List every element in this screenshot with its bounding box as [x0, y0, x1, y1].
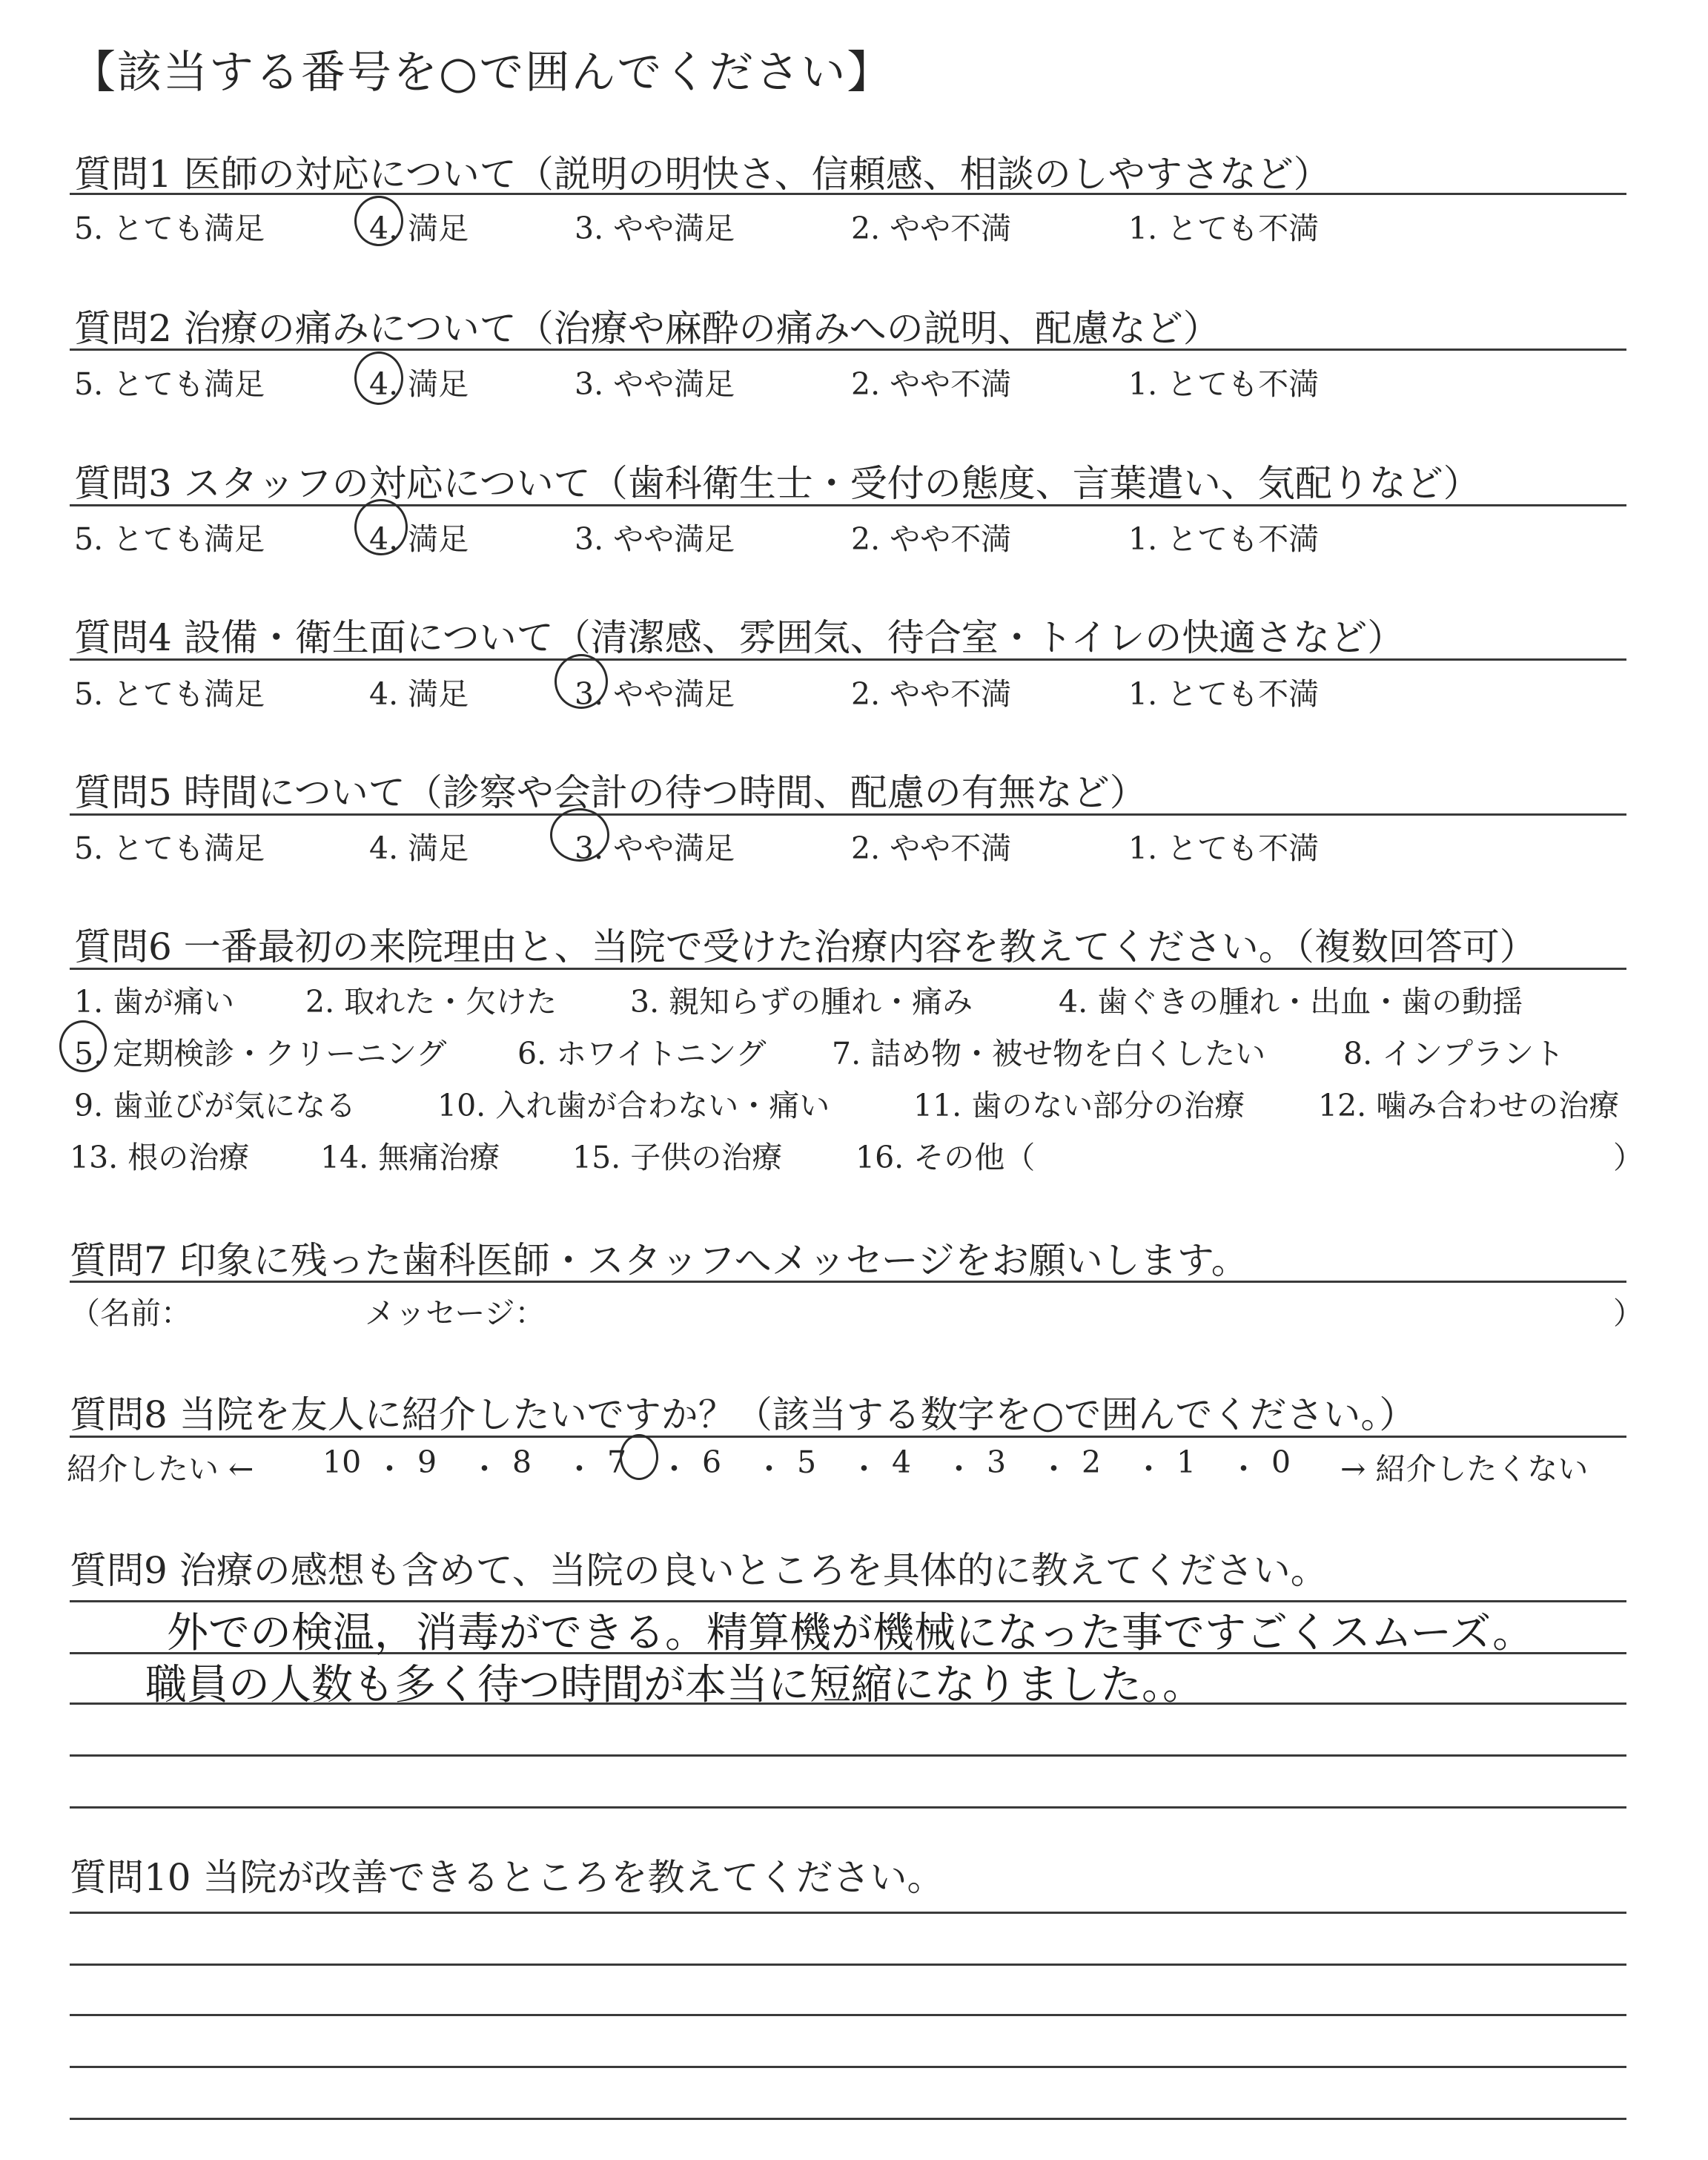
- q1-option-3[interactable]: 3. やや満足: [575, 211, 735, 246]
- q1-option-2[interactable]: 2. やや不満: [851, 211, 1012, 246]
- q6-option-1[interactable]: 1. 歯が痛い: [74, 984, 235, 1020]
- q6-option-10[interactable]: 10. 入れ歯が合わない・痛い: [437, 1088, 830, 1123]
- q4-selection-circle: [555, 654, 608, 709]
- q2-option-1[interactable]: 1. とても不満: [1128, 366, 1320, 402]
- question-6-label: 質問6 一番最初の来院理由と、当院で受けた治療内容を教えてください。（複数回答可）: [74, 925, 1537, 968]
- q8-scale-value-9[interactable]: 9: [417, 1444, 437, 1480]
- question-7-label: 質問7 印象に残った歯科医師・スタッフへメッセージをお願いします。: [70, 1239, 1248, 1282]
- q4-option-3[interactable]: 3. やや満足: [575, 676, 735, 712]
- q4-option-5[interactable]: 5. とても満足: [74, 676, 265, 712]
- question-10-label: 質問10 当院が改善できるところを教えてください。: [70, 1856, 944, 1899]
- q8-scale-value-3[interactable]: 3: [987, 1444, 1007, 1480]
- q5-option-2[interactable]: 2. やや不満: [851, 830, 1012, 866]
- q8-scale-value-7[interactable]: 7: [607, 1444, 627, 1480]
- question-6-rule: [70, 968, 1626, 970]
- q9-handwritten-answer-2: 職員の人数も多く待つ時間が本当に短縮になりました。。: [145, 1661, 1204, 1709]
- q10-answer-line-3: [70, 2014, 1626, 2016]
- q6-option-14[interactable]: 14. 無痛治療: [320, 1140, 500, 1175]
- q8-scale-value-8[interactable]: 8: [512, 1444, 532, 1480]
- q2-option-5[interactable]: 5. とても満足: [74, 366, 265, 402]
- q3-option-5[interactable]: 5. とても満足: [74, 521, 265, 557]
- q8-scale-separator: ・: [849, 1451, 879, 1487]
- q8-scale-value-5[interactable]: 5: [797, 1444, 817, 1480]
- q8-scale-value-10[interactable]: 10: [322, 1444, 362, 1480]
- q6-option-11[interactable]: 11. 歯のない部分の治療: [913, 1088, 1245, 1123]
- q8-scale-value-0[interactable]: 0: [1271, 1444, 1291, 1480]
- q3-option-1[interactable]: 1. とても不満: [1128, 521, 1320, 557]
- q8-scale-separator: ・: [754, 1451, 784, 1487]
- q2-option-2[interactable]: 2. やや不満: [851, 366, 1012, 402]
- q2-option-4[interactable]: 4. 満足: [369, 366, 469, 402]
- q3-option-4[interactable]: 4. 満足: [369, 521, 469, 557]
- q8-scale-separator: ・: [374, 1451, 405, 1487]
- q6-selection-circle: [59, 1020, 107, 1072]
- q6-other-close-paren: ）: [1613, 1140, 1644, 1175]
- q8-scale-separator: ・: [469, 1451, 500, 1487]
- q8-scale-separator: ・: [564, 1451, 595, 1487]
- q3-option-3[interactable]: 3. やや満足: [575, 521, 735, 557]
- question-3-rule: [70, 504, 1626, 506]
- q8-right-label: → 紹介したくない: [1340, 1451, 1589, 1487]
- q10-answer-line-2: [70, 1964, 1626, 1966]
- q1-option-5[interactable]: 5. とても満足: [74, 211, 265, 246]
- q6-option-16[interactable]: 16. その他（: [855, 1140, 1036, 1175]
- q8-scale-separator: ・: [1228, 1451, 1259, 1487]
- q9-handwritten-answer-1: 外での検温，消毒ができる。精算機が機械になった事ですごくスムーズ。: [167, 1609, 1535, 1657]
- q9-answer-line-5: [70, 1806, 1626, 1809]
- q1-option-4[interactable]: 4. 満足: [369, 211, 469, 246]
- q8-scale-value-1[interactable]: 1: [1176, 1444, 1196, 1480]
- q7-close-paren: ）: [1613, 1295, 1644, 1331]
- q10-answer-line-4: [70, 2066, 1626, 2068]
- q6-option-7[interactable]: 7. 詰め物・被せ物を白くしたい: [832, 1036, 1266, 1071]
- question-2-label: 質問2 治療の痛みについて（治療や麻酔の痛みへの説明、配慮など）: [74, 307, 1220, 350]
- q7-name-label: （名前：: [70, 1295, 191, 1331]
- q6-option-2[interactable]: 2. 取れた・欠けた: [305, 984, 557, 1020]
- q6-option-3[interactable]: 3. 親知らずの腫れ・痛み: [630, 984, 973, 1020]
- q10-answer-line-1: [70, 1912, 1626, 1914]
- question-8-label: 質問8 当院を友人に紹介したいですか？（該当する数字を○で囲んでください。）: [70, 1393, 1417, 1436]
- q8-scale-value-4[interactable]: 4: [892, 1444, 912, 1480]
- question-1-rule: [70, 193, 1626, 195]
- q6-option-15[interactable]: 15. 子供の治療: [572, 1140, 783, 1175]
- q8-scale-value-6[interactable]: 6: [702, 1444, 722, 1480]
- question-5-rule: [70, 813, 1626, 816]
- q6-option-8[interactable]: 8. インプラント: [1343, 1036, 1565, 1071]
- q8-selection-circle: [620, 1434, 658, 1480]
- question-8-rule: [70, 1436, 1626, 1438]
- question-9-label: 質問9 治療の感想も含めて、当院の良いところを具体的に教えてください。: [70, 1549, 1328, 1592]
- q8-scale-separator: ・: [1039, 1451, 1069, 1487]
- q8-scale-separator: ・: [944, 1451, 974, 1487]
- q6-option-13[interactable]: 13. 根の治療: [70, 1140, 250, 1175]
- question-1-label: 質問1 医師の対応について（説明の明快さ、信頼感、相談のしやすさなど）: [74, 153, 1331, 196]
- question-7-rule: [70, 1281, 1626, 1283]
- q6-option-5[interactable]: 5. 定期検診・クリーニング: [74, 1036, 447, 1071]
- question-4-rule: [70, 658, 1626, 661]
- q6-option-12[interactable]: 12. 噛み合わせの治療: [1318, 1088, 1620, 1123]
- q4-option-2[interactable]: 2. やや不満: [851, 676, 1012, 712]
- q5-option-3[interactable]: 3. やや満足: [575, 830, 735, 866]
- q4-option-4[interactable]: 4. 満足: [369, 676, 469, 712]
- q9-answer-line-4: [70, 1754, 1626, 1757]
- q10-answer-line-5: [70, 2118, 1626, 2120]
- question-4-label: 質問4 設備・衛生面について（清潔感、雰囲気、待合室・トイレの快適さなど）: [74, 616, 1405, 659]
- q1-selection-circle: [354, 196, 403, 246]
- q2-selection-circle: [354, 351, 403, 405]
- q8-left-label: 紹介したい ←: [67, 1451, 254, 1487]
- q7-message-label: メッセージ：: [365, 1295, 546, 1331]
- q6-option-6[interactable]: 6. ホワイトニング: [517, 1036, 767, 1071]
- q5-option-5[interactable]: 5. とても満足: [74, 830, 265, 866]
- q5-selection-circle: [550, 808, 609, 862]
- question-5-label: 質問5 時間について（診察や会計の待つ時間、配慮の有無など）: [74, 771, 1147, 814]
- q3-option-2[interactable]: 2. やや不満: [851, 521, 1012, 557]
- q5-option-4[interactable]: 4. 満足: [369, 830, 469, 866]
- q4-option-1[interactable]: 1. とても不満: [1128, 676, 1320, 712]
- q1-option-1[interactable]: 1. とても不満: [1128, 211, 1320, 246]
- q8-scale-separator: ・: [1133, 1451, 1164, 1487]
- q6-option-4[interactable]: 4. 歯ぐきの腫れ・出血・歯の動揺: [1059, 984, 1523, 1020]
- question-2-rule: [70, 349, 1626, 351]
- page-title: 【該当する番号を○で囲んでください】: [71, 47, 893, 99]
- question-3-label: 質問3 スタッフの対応について（歯科衛生士・受付の態度、言葉遣い、気配りなど）: [74, 462, 1480, 505]
- q8-scale-separator: ・: [659, 1451, 689, 1487]
- q2-option-3[interactable]: 3. やや満足: [575, 366, 735, 402]
- q8-scale-value-2[interactable]: 2: [1082, 1444, 1102, 1480]
- q5-option-1[interactable]: 1. とても不満: [1128, 830, 1320, 866]
- q3-selection-circle: [354, 499, 408, 555]
- q6-option-9[interactable]: 9. 歯並びが気になる: [74, 1088, 357, 1123]
